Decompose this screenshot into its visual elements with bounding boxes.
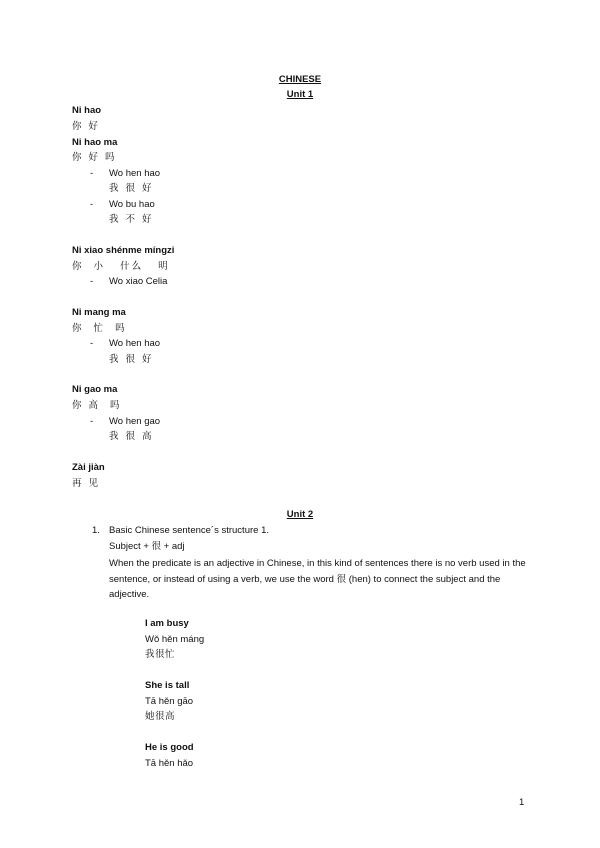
answer-hanzi: 我 很 好 bbox=[109, 354, 154, 365]
phrase-hanzi: 你 好 吗 bbox=[72, 152, 117, 163]
unit2-heading: Unit 2 bbox=[286, 509, 314, 520]
phrase-pinyin: Ni hao bbox=[72, 105, 102, 116]
phrase-hanzi: 你 好 bbox=[72, 121, 101, 132]
example-english: She is tall bbox=[145, 680, 190, 691]
unit1-heading: Unit 1 bbox=[286, 89, 314, 100]
answer-hanzi: 我 不 好 bbox=[109, 214, 154, 225]
answer-pinyin: Wo bu hao bbox=[109, 199, 155, 210]
answer-bullet: - bbox=[90, 338, 94, 349]
document-title: CHINESE bbox=[278, 74, 322, 85]
structure-formula: Subject + 很 + adj bbox=[109, 541, 185, 552]
phrase-pinyin: Ni mang ma bbox=[72, 307, 126, 318]
list-item-title: Basic Chinese sentence´s structure 1. bbox=[109, 525, 269, 536]
answer-bullet: - bbox=[90, 416, 94, 427]
phrase-hanzi: 你 小 什么 明 bbox=[72, 261, 170, 272]
phrase-hanzi: 你 高 吗 bbox=[72, 400, 122, 411]
phrase-hanzi: 再 见 bbox=[72, 478, 101, 489]
example-hanzi: 她很高 bbox=[145, 711, 176, 722]
example-pinyin: Wǒ hěn máng bbox=[145, 634, 205, 645]
answer-bullet: - bbox=[90, 168, 94, 179]
example-english: He is good bbox=[145, 742, 194, 753]
answer-bullet: - bbox=[90, 199, 94, 210]
phrase-pinyin: Zài jiàn bbox=[72, 462, 105, 473]
answer-bullet: - bbox=[90, 276, 94, 287]
answer-pinyin: Wo hen hao bbox=[109, 338, 161, 349]
list-number: 1. bbox=[92, 525, 100, 536]
page-number: 1 bbox=[519, 797, 525, 808]
phrase-pinyin: Ni xiao shénme míngzi bbox=[72, 245, 175, 256]
example-english: I am busy bbox=[145, 618, 189, 629]
answer-pinyin: Wo xiao Celia bbox=[109, 276, 168, 287]
example-pinyin: Tā hěn hǎo bbox=[145, 758, 194, 769]
phrase-hanzi: 你 忙 吗 bbox=[72, 323, 127, 334]
answer-pinyin: Wo hen hao bbox=[109, 168, 161, 179]
phrase-pinyin: Ni gao ma bbox=[72, 384, 118, 395]
answer-pinyin: Wo hen gao bbox=[109, 416, 161, 427]
phrase-pinyin: Ni hao ma bbox=[72, 137, 118, 148]
example-hanzi: 我很忙 bbox=[145, 649, 176, 660]
answer-hanzi: 我 很 高 bbox=[109, 431, 154, 442]
answer-hanzi: 我 很 好 bbox=[109, 183, 154, 194]
example-pinyin: Tā hěn gāo bbox=[145, 696, 194, 707]
explanation-paragraph: When the predicate is an adjective in Chinese, in this kind of sentences there is no verb used in the sentence, or instead of using a verb, we use the word 很 (hen) to connect the subject and the adjective. bbox=[109, 558, 526, 600]
